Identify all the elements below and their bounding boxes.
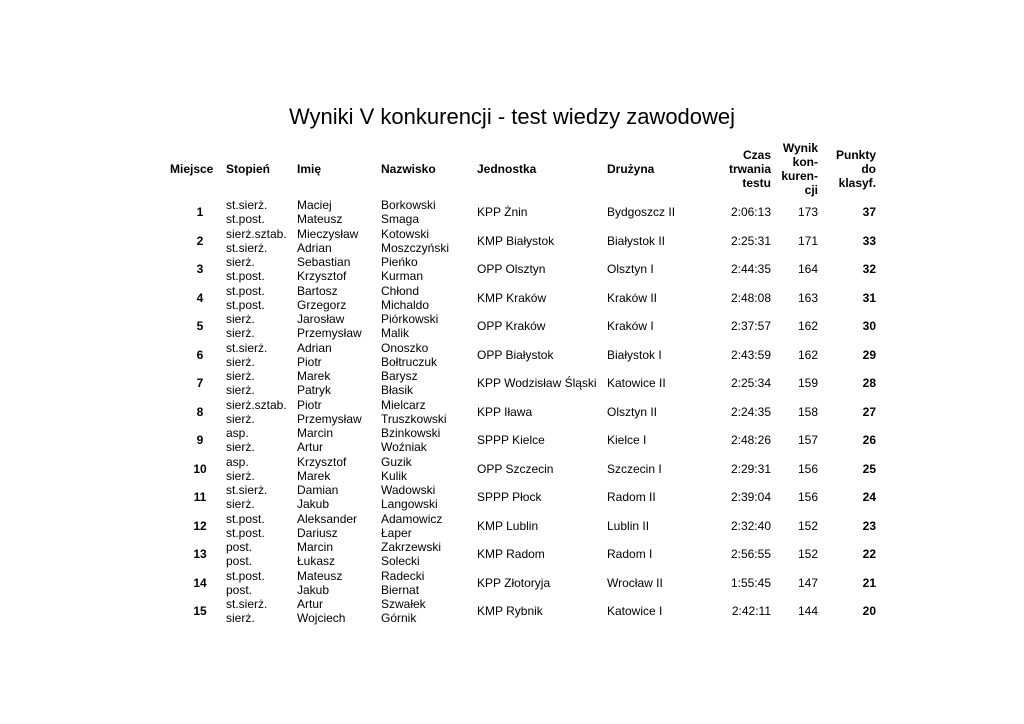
place-cell: 15 [193,604,207,619]
first-name-cell-line: Patryk [297,383,332,398]
score-cell: 147 [797,575,818,590]
rank-cell-line: st.sierż. [226,340,268,355]
table-row [170,198,876,227]
rank-cell-line: sierż. [226,326,255,341]
team-cell: Kraków I [607,319,654,334]
points-cell: 31 [862,290,876,305]
last-name-cell-line: Bołtruczuk [381,354,438,369]
header-wynik-line: cji [804,183,818,197]
score-cell: 163 [797,290,818,305]
unit-cell: KMP Lublin [477,518,539,533]
last-name-cell [377,455,473,484]
points-cell: 29 [862,347,876,362]
header-wynik-line: kon- [792,155,818,169]
place-cell: 12 [193,518,207,533]
unit-cell: KMP Białystok [477,233,555,248]
last-name-cell [377,569,473,598]
rank-cell-line: asp. [226,426,249,441]
first-name-cell-line: Adrian [297,240,332,255]
header-wynik-line: kuren- [781,169,818,183]
rank-cell-line: sierż.sztab. [226,397,287,412]
place-cell: 13 [193,547,207,562]
points-cell: 37 [862,205,876,220]
rank-cell-line: sierż. [226,497,255,512]
team-cell: Wrocław II [607,575,663,590]
rank-cell-line: st.sierż. [226,597,268,612]
last-name-cell-line: Kulik [381,468,408,483]
rank-cell [222,255,293,284]
last-name-cell [377,284,473,313]
unit-cell: KPP Iława [477,404,533,419]
time-cell: 2:29:31 [730,461,771,476]
header-czas-line: Czas [742,148,771,162]
last-name-cell-line: Adamowicz [381,511,443,526]
team-cell: Bydgoszcz II [607,205,676,220]
rank-cell [222,284,293,313]
time-cell: 2:43:59 [730,347,771,362]
place-cell: 7 [196,376,204,391]
last-name-cell [377,198,473,227]
first-name-cell [293,369,377,398]
place-cell: 8 [196,404,204,419]
last-name-cell-line: Biernat [381,582,420,597]
table-row [170,483,876,512]
rank-cell [222,483,293,512]
first-name-cell-line: Sebastian [297,255,351,270]
header-nazwisko: Nazwisko [381,162,436,176]
time-cell: 2:25:34 [730,376,771,391]
last-name-cell [377,255,473,284]
rank-cell-line: st.post. [226,511,265,526]
rank-cell [222,312,293,341]
first-name-cell-line: Jakub [297,582,330,597]
table-row [170,597,876,626]
first-name-cell-line: Marek [297,468,331,483]
first-name-cell-line: Bartosz [297,283,338,298]
team-cell: Radom II [607,490,656,505]
last-name-cell [377,369,473,398]
first-name-cell-line: Damian [297,483,339,498]
team-cell: Katowice II [607,376,666,391]
rank-cell-line: st.post. [226,212,265,227]
place-cell: 4 [196,290,204,305]
team-cell: Olsztyn I [607,262,654,277]
place-cell: 11 [193,490,207,505]
last-name-cell-line: Kotowski [381,226,430,241]
table-row [170,227,876,256]
last-name-cell-line: Bzinkowski [381,426,441,441]
team-cell: Radom I [607,547,653,562]
unit-cell: KPP Wodzisław Śląski [477,376,597,391]
last-name-cell-line: Radecki [381,568,425,583]
first-name-cell [293,569,377,598]
score-cell: 156 [797,461,818,476]
time-cell: 2:24:35 [730,404,771,419]
page-title: Wyniki V konkurencji - test wiedzy zawodowej [288,104,736,129]
first-name-cell-line: Adrian [297,340,332,355]
header-punkty [818,140,876,198]
time-cell: 2:42:11 [731,604,771,619]
table-row [170,540,876,569]
first-name-cell [293,426,377,455]
rank-cell-line: st.post. [226,568,265,583]
first-name-cell-line: Krzysztof [297,454,347,469]
rank-cell-line: st.sierż. [226,198,268,213]
rank-cell-line: st.post. [226,525,265,540]
last-name-cell-line: Górnik [381,611,417,626]
time-cell: 2:48:08 [730,290,771,305]
score-cell: 144 [797,604,818,619]
first-name-cell [293,255,377,284]
team-cell: Kraków II [607,290,658,305]
team-cell: Białystok II [607,233,666,248]
first-name-cell [293,227,377,256]
rank-cell-line: sierż. [226,369,255,384]
first-name-cell [293,483,377,512]
table-header-row [170,140,876,198]
place-cell: 6 [196,347,204,362]
time-cell: 2:32:40 [730,518,771,533]
first-name-cell [293,198,377,227]
first-name-cell-line: Mieczysław [297,226,359,241]
first-name-cell [293,540,377,569]
first-name-cell-line: Przemysław [297,326,362,341]
first-name-cell [293,312,377,341]
first-name-cell-line: Maciej [297,198,332,213]
place-cell: 5 [196,319,204,334]
time-cell: 2:39:04 [730,490,771,505]
team-cell: Kielce I [607,433,647,448]
last-name-cell [377,426,473,455]
table-row [170,398,876,427]
rank-cell-line: sierż. [226,354,255,369]
table-row [170,455,876,484]
last-name-cell-line: Langowski [381,497,438,512]
results-table [170,140,876,626]
table-row [170,312,876,341]
score-cell: 162 [797,347,818,362]
last-name-cell-line: Borkowski [381,198,436,213]
unit-cell: KPP Złotoryja [477,575,551,590]
time-cell: 2:48:26 [730,433,771,448]
points-cell: 22 [862,547,876,562]
place-cell: 9 [196,433,204,448]
rank-cell-line: st.post. [226,283,265,298]
last-name-cell-line: Zakrzewski [381,540,442,555]
table-row [170,426,876,455]
first-name-cell-line: Jakub [297,497,330,512]
team-cell: Katowice I [607,604,663,619]
rank-cell-line: post. [226,582,253,597]
team-cell: Szczecin I [607,461,662,476]
last-name-cell-line: Kurman [381,269,424,284]
place-cell: 3 [196,262,204,277]
unit-cell: OPP Szczecin [477,461,554,476]
last-name-cell [377,312,473,341]
rank-cell [222,540,293,569]
first-name-cell-line: Piotr [297,397,322,412]
first-name-cell [293,398,377,427]
first-name-cell-line: Artur [297,597,324,612]
first-name-cell-line: Marcin [297,426,334,441]
unit-cell: KMP Rybnik [477,604,543,619]
rank-cell [222,341,293,370]
last-name-cell-line: Michaldo [381,297,430,312]
header-czas [699,140,771,198]
table-body [170,198,876,626]
points-cell: 30 [862,319,876,334]
points-cell: 24 [862,490,876,505]
team-cell: Białystok I [607,347,662,362]
first-name-cell-line: Marcin [297,540,334,555]
header-jednostka: Jednostka [477,162,537,176]
last-name-cell [377,597,473,626]
last-name-cell [377,512,473,541]
rank-cell [222,198,293,227]
points-cell: 23 [862,518,876,533]
points-cell: 28 [862,376,876,391]
last-name-cell-line: Pieńko [381,255,418,270]
rank-cell [222,597,293,626]
rank-cell-line: sierż. [226,411,255,426]
points-cell: 20 [862,604,876,619]
last-name-cell-line: Onoszko [381,340,429,355]
last-name-cell [377,398,473,427]
last-name-cell-line: Szwałek [381,597,426,612]
header-miejsce: Miejsce [170,162,214,176]
rank-cell-line: sierż.sztab. [226,226,287,241]
last-name-cell-line: Łaper [381,525,412,540]
last-name-cell-line: Smaga [381,212,420,227]
unit-cell: KMP Kraków [477,290,547,305]
score-cell: 159 [797,376,818,391]
score-cell: 158 [797,404,818,419]
time-cell: 2:56:55 [730,547,771,562]
rank-cell-line: post. [226,554,253,569]
place-cell: 1 [196,205,204,220]
first-name-cell [293,341,377,370]
score-cell: 162 [797,319,818,334]
place-cell: 2 [196,233,204,248]
rank-cell [222,398,293,427]
unit-cell: OPP Kraków [477,319,546,334]
last-name-cell-line: Barysz [381,369,418,384]
header-punkty-line: Punkty [835,148,876,162]
time-cell: 2:25:31 [730,233,771,248]
points-cell: 32 [862,262,876,277]
rank-cell-line: asp. [226,454,249,469]
first-name-cell-line: Aleksander [297,511,358,526]
time-cell: 2:44:35 [730,262,771,277]
points-cell: 33 [862,233,876,248]
rank-cell [222,512,293,541]
first-name-cell-line: Jarosław [297,312,345,327]
first-name-cell-line: Artur [297,440,324,455]
unit-cell: KMP Radom [477,547,545,562]
last-name-cell-line: Moszczyński [381,240,450,255]
header-punkty-line: klasyf. [838,176,876,190]
score-cell: 173 [797,205,818,220]
header-punkty-line: do [861,162,876,176]
header-czas-line: trwania [728,162,771,176]
header-druzyna: Drużyna [607,162,655,176]
last-name-cell-line: Wadowski [381,483,436,498]
first-name-cell [293,512,377,541]
first-name-cell-line: Przemysław [297,411,362,426]
rank-cell-line: st.post. [226,297,265,312]
score-cell: 157 [797,433,818,448]
last-name-cell [377,341,473,370]
rank-cell [222,426,293,455]
last-name-cell-line: Woźniak [381,440,427,455]
rank-cell-line: st.post. [226,269,265,284]
first-name-cell [293,284,377,313]
first-name-cell-line: Wojciech [297,611,346,626]
time-cell: 1:55:45 [730,575,771,590]
points-cell: 21 [862,575,876,590]
rank-cell-line: sierż. [226,611,255,626]
header-stopien: Stopień [226,162,270,176]
unit-cell: SPPP Kielce [477,433,545,448]
score-cell: 156 [797,490,818,505]
first-name-cell-line: Piotr [297,354,322,369]
table-row [170,284,876,313]
first-name-cell-line: Grzegorz [297,297,347,312]
rank-cell [222,569,293,598]
unit-cell: KPP Żnin [477,205,528,220]
table-row [170,569,876,598]
time-cell: 2:37:57 [730,319,771,334]
first-name-cell [293,597,377,626]
score-cell: 152 [797,518,818,533]
first-name-cell-line: Mateusz [297,212,343,227]
header-wynik-line: Wynik [782,141,818,155]
table-row [170,341,876,370]
place-cell: 14 [193,575,207,590]
last-name-cell-line: Mielcarz [381,397,426,412]
last-name-cell [377,227,473,256]
points-cell: 27 [862,404,876,419]
rank-cell-line: sierż. [226,312,255,327]
team-cell: Olsztyn II [607,404,658,419]
rank-cell-line: sierż. [226,383,255,398]
last-name-cell-line: Truszkowski [381,411,447,426]
first-name-cell-line: Marek [297,369,331,384]
rank-cell-line: sierż. [226,468,255,483]
first-name-cell-line: Dariusz [297,525,338,540]
rank-cell [222,455,293,484]
time-cell: 2:06:13 [730,205,771,220]
rank-cell [222,227,293,256]
score-cell: 164 [797,262,818,277]
rank-cell-line: post. [226,540,253,555]
last-name-cell-line: Malik [381,326,410,341]
place-cell: 10 [193,461,207,476]
table-row [170,255,876,284]
first-name-cell-line: Łukasz [297,554,336,569]
header-wynik [771,140,818,198]
unit-cell: OPP Olsztyn [477,262,546,277]
rank-cell-line: sierż. [226,255,255,270]
last-name-cell [377,540,473,569]
rank-cell-line: st.sierż. [226,483,268,498]
score-cell: 171 [797,233,818,248]
unit-cell: OPP Białystok [477,347,554,362]
rank-cell-line: st.sierż. [226,240,268,255]
team-cell: Lublin II [607,518,650,533]
table-row [170,369,876,398]
last-name-cell-line: Błasik [381,383,414,398]
last-name-cell [377,483,473,512]
points-cell: 25 [862,461,876,476]
rank-cell-line: sierż. [226,440,255,455]
first-name-cell [293,455,377,484]
header-czas-line: testu [742,176,771,190]
points-cell: 26 [862,433,876,448]
last-name-cell-line: Guzik [381,454,412,469]
last-name-cell-line: Chłond [381,283,420,298]
first-name-cell-line: Mateusz [297,568,343,583]
table-row [170,512,876,541]
score-cell: 152 [797,547,818,562]
header-imie: Imię [297,162,322,176]
unit-cell: SPPP Płock [477,490,542,505]
last-name-cell-line: Solecki [381,554,420,569]
rank-cell [222,369,293,398]
last-name-cell-line: Piórkowski [381,312,439,327]
first-name-cell-line: Krzysztof [297,269,347,284]
